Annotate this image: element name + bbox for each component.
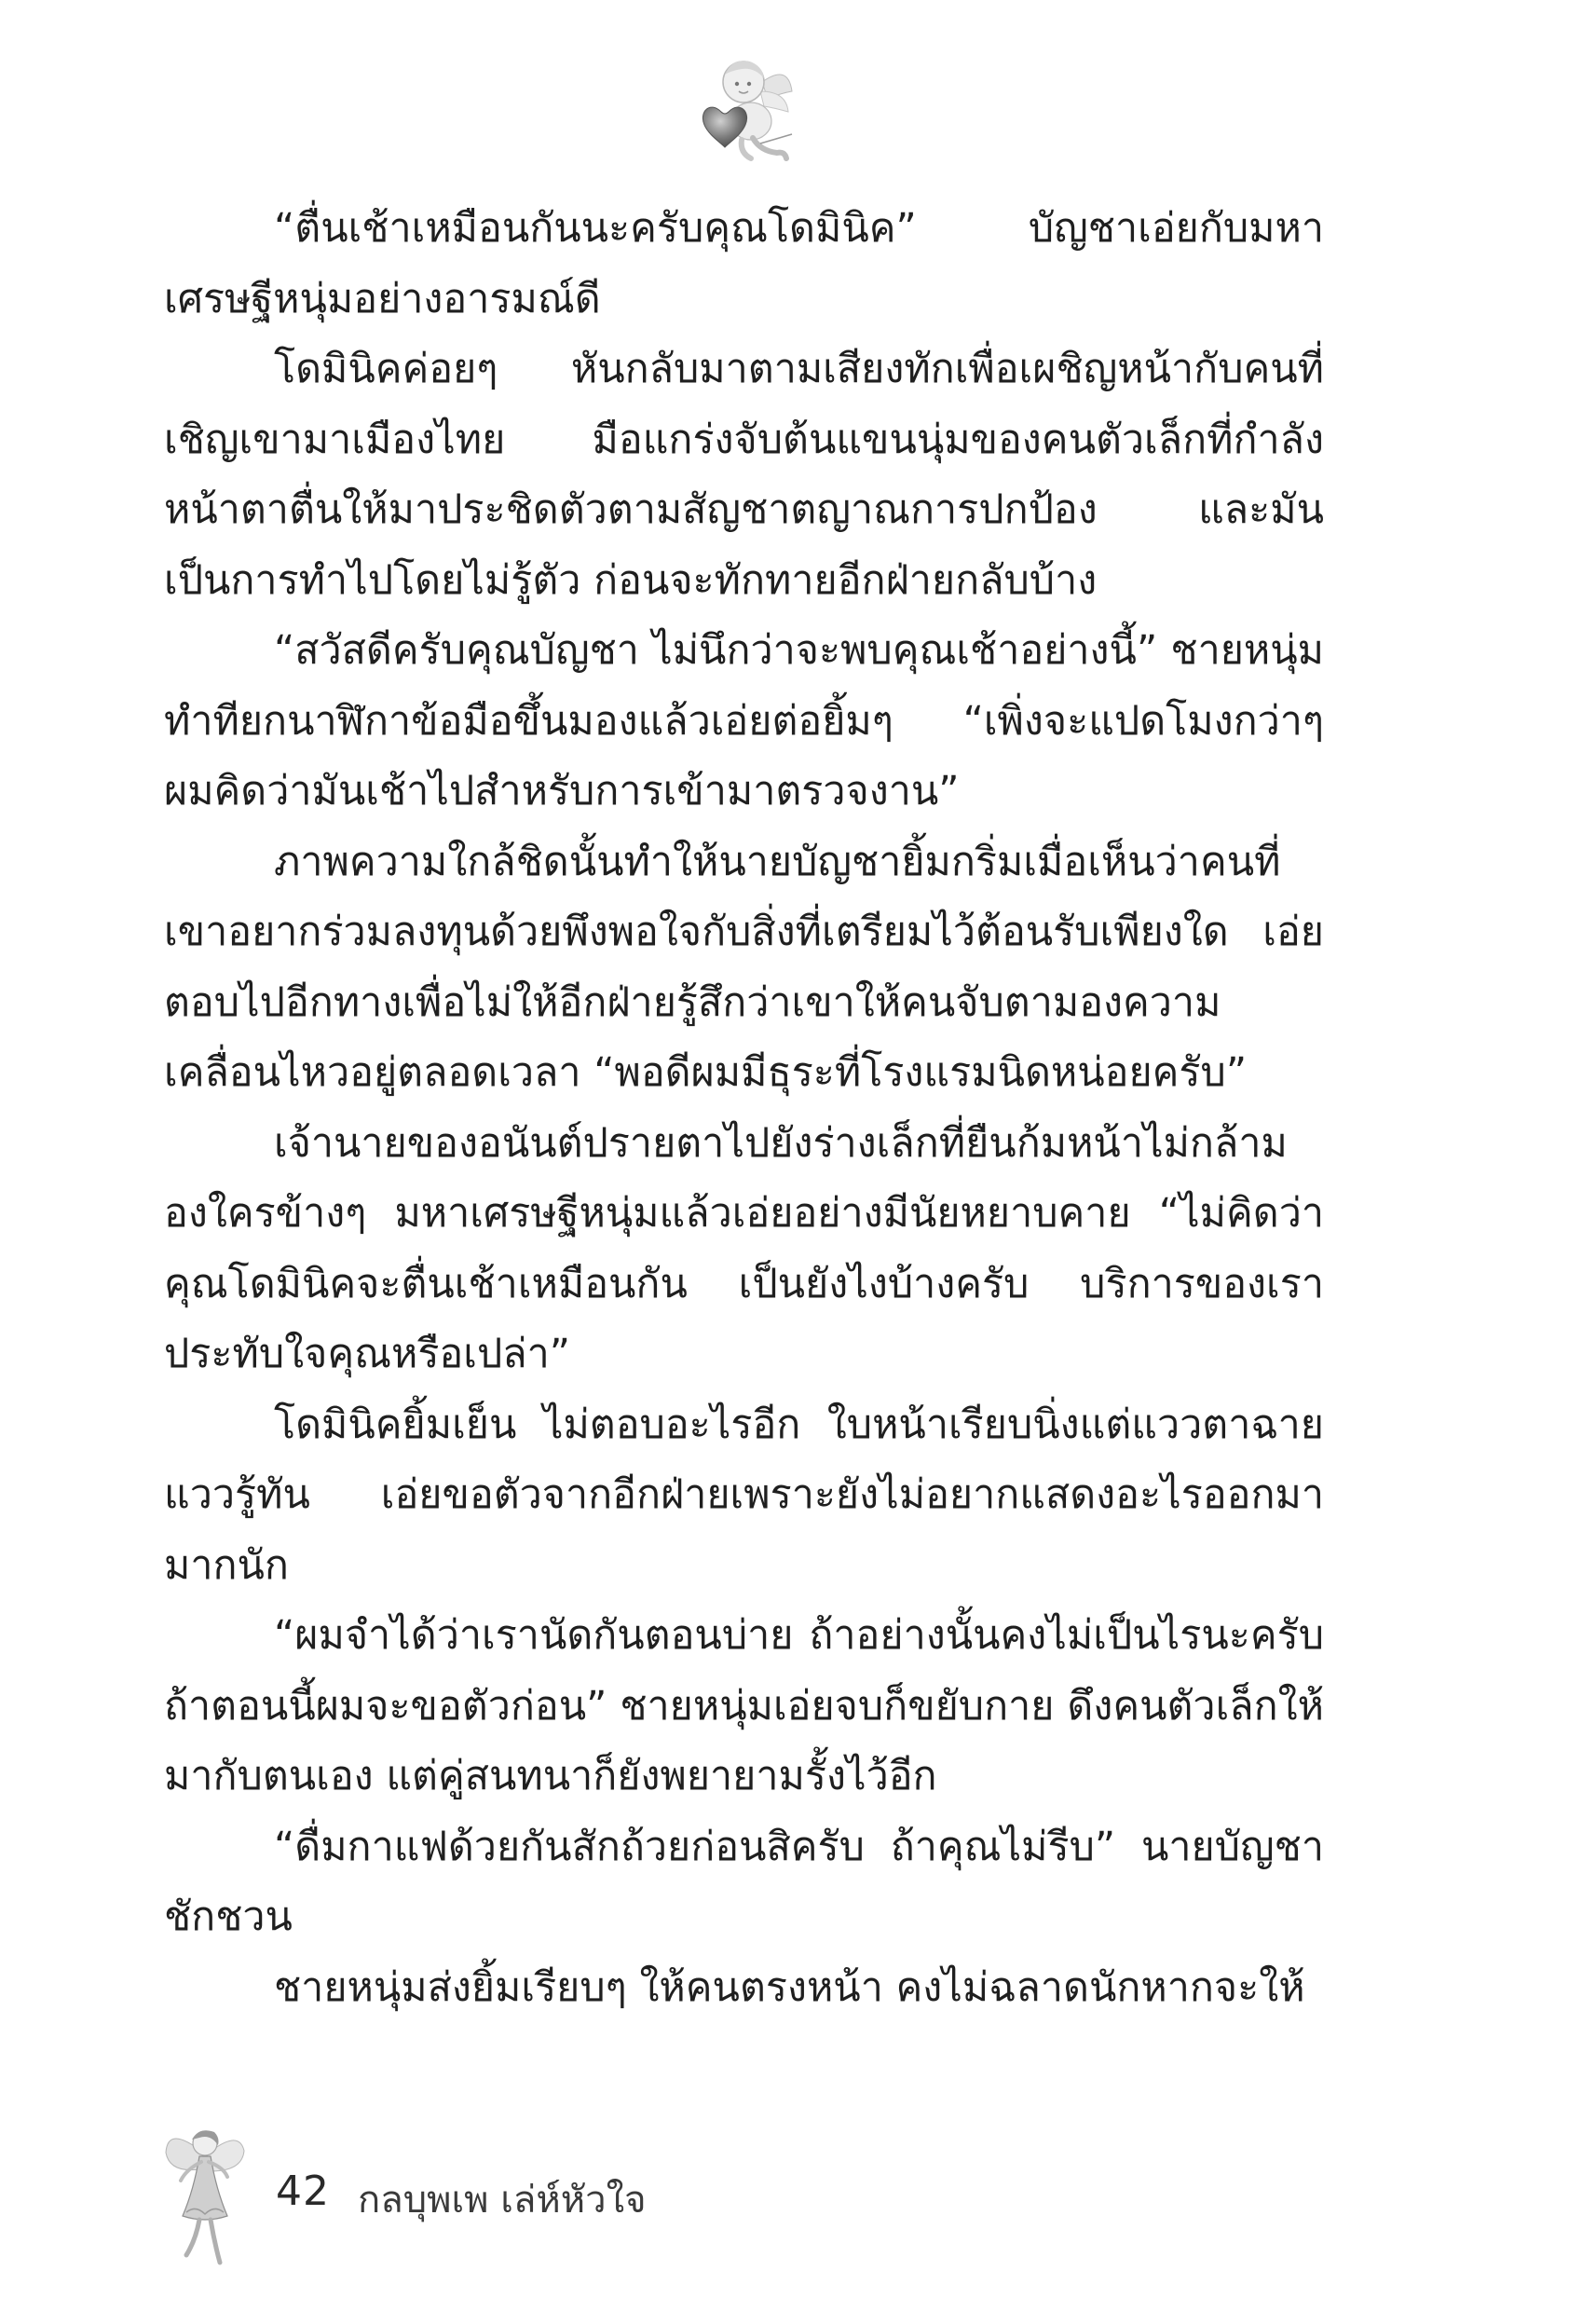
story-text [164, 194, 1324, 2023]
paragraph: ภาพความใกล้ชิดนั้นทำให้นายบัญชายิ้มกริ่มเมื่อเห็นว่าคนที่เขาอยากร่วมลงทุนด้วยพึงพอใจกับสิ่งที่เตรียมไว้ต้อนรับเพียงใด เอ่ยตอบไปอีกทางเพื่อไม่ให้อีกฝ่ายรู้สึกว่าเขาให้คนจับตามองความเคลื่อนไหวอยู่ตลอดเวลา “พอดีผมมีธุระที่โรงแรมนิดหน่อยครับ” [164, 838, 1324, 1096]
fairy-icon [158, 2115, 252, 2274]
paragraph: โดมินิคยิ้มเย็น ไม่ตอบอะไรอีก ใบหน้าเรียบนิ่งแต่แววตาฉายแววรู้ทัน เอ่ยขอตัวจากอีกฝ่ายเพราะยังไม่อยากแสดงอะไรออกมามากนัก [164, 1401, 1324, 1589]
paragraph: เจ้านายของอนันต์ปรายตาไปยังร่างเล็กที่ยืนก้มหน้าไม่กล้ามองใครข้างๆ มหาเศรษฐีหนุ่มแล้วเอ่ยอย่างมีนัยหยาบคาย “ไม่คิดว่าคุณโดมินิคจะตื่นเช้าเหมือนกัน เป็นยังไงบ้างครับ บริการของเราประทับใจคุณหรือเปล่า” [164, 1119, 1324, 1377]
page-number: 42 [276, 2167, 330, 2215]
cupid-with-heart-icon [695, 54, 798, 164]
paragraph: “สวัสดีครับคุณบัญชา ไม่นึกว่าจะพบคุณเช้าอย่างนี้” ชายหนุ่มทำทียกนาฬิกาข้อมือขึ้นมองแล้วเอ่ยต่อยิ้มๆ “เพิ่งจะแปดโมงกว่าๆ ผมคิดว่ามันเช้าไปสำหรับการเข้ามาตรวจงาน” [164, 627, 1324, 814]
book-title: กลบุพเพ เล่ห์หัวใจ [358, 2179, 647, 2222]
paragraph: “ดื่มกาแฟด้วยกันสักถ้วยก่อนสิครับ ถ้าคุณไม่รีบ” นายบัญชาชักชวน [164, 1823, 1324, 1940]
page-footer [158, 2115, 811, 2274]
paragraph: “ตื่นเช้าเหมือนกันนะครับคุณโดมินิค” บัญชาเอ่ยกับมหาเศรษฐีหนุ่มอย่างอารมณ์ดี [164, 205, 1324, 322]
paragraph: ชายหนุ่มส่งยิ้มเรียบๆ ให้คนตรงหน้า คงไม่ฉลาดนักหากจะให้ [274, 1963, 1305, 2011]
paragraph: “ผมจำได้ว่าเรานัดกันตอนบ่าย ถ้าอย่างนั้นคงไม่เป็นไรนะครับ ถ้าตอนนี้ผมจะขอตัวก่อน” ชายหนุ่มเอ่ยจบก็ขยับกาย ดึงคนตัวเล็กให้มากับตนเอง แต่คู่สนทนาก็ยังพยายามรั้งไว้อีก [164, 1612, 1324, 1799]
paragraph: โดมินิคค่อยๆ หันกลับมาตามเสียงทักเพื่อเผชิญหน้ากับคนที่เชิญเขามาเมืองไทย มือแกร่งจับต้นแขนนุ่มของคนตัวเล็กที่กำลังหน้าตาตื่นให้มาประชิดตัวตามสัญชาตญาณการปกป้อง และมันเป็นการทำไปโดยไม่รู้ตัว ก่อนจะทักทายอีกฝ่ายกลับบ้าง [164, 346, 1324, 604]
